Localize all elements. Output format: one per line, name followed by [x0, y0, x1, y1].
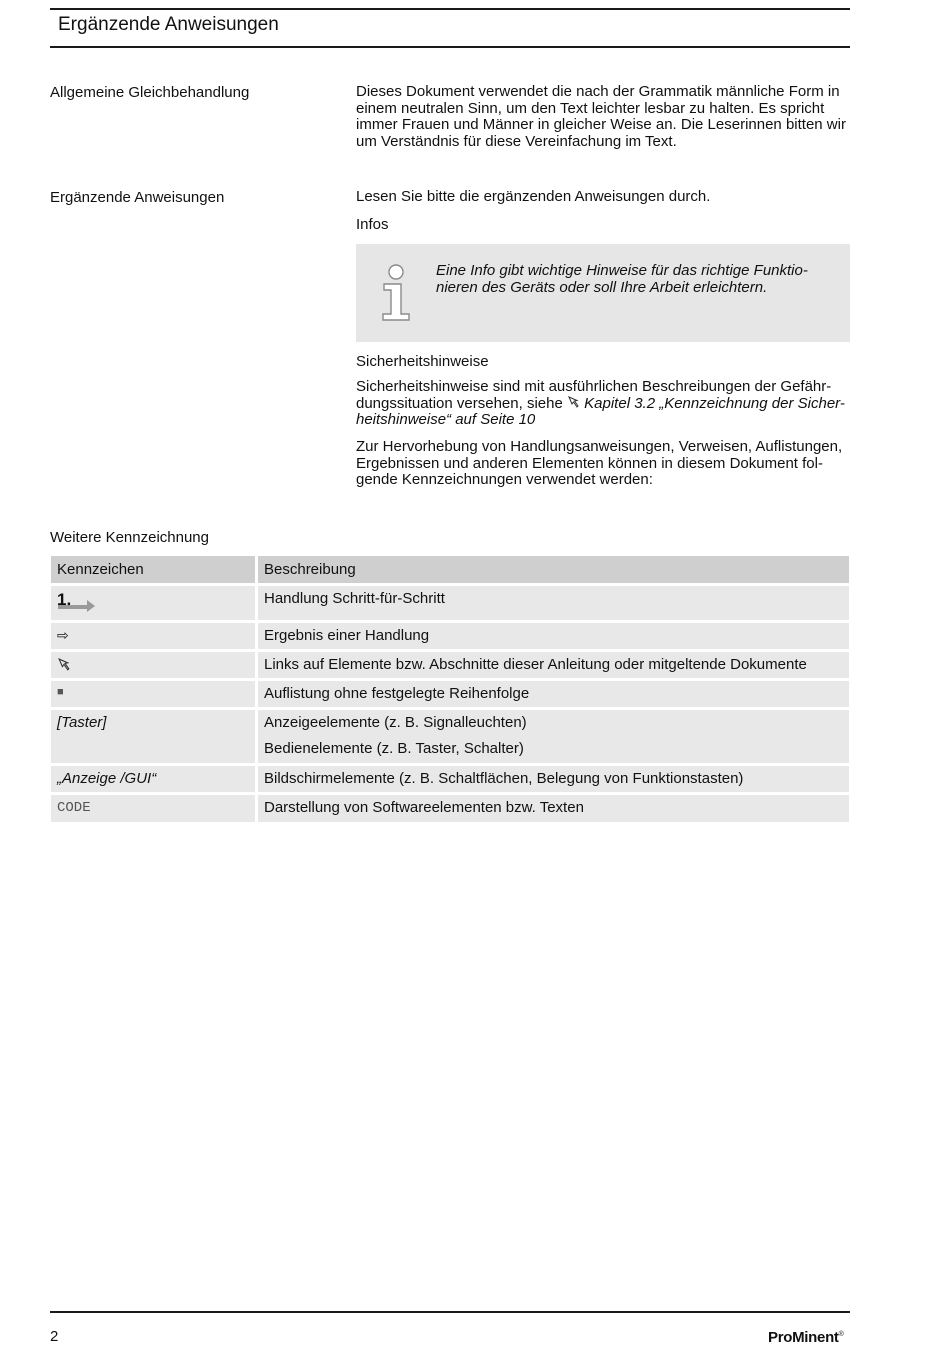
desc-cell	[258, 766, 849, 792]
page-title: Ergänzende Anweisungen	[58, 14, 279, 35]
chapter-link-continued[interactable]: heitshinweise“ auf Seite 10	[356, 411, 536, 428]
info-line: nieren des Geräts oder soll Ihre Arbeit erleichtern.	[436, 279, 768, 296]
registered-mark: ®	[838, 1331, 844, 1338]
mark-cell	[51, 766, 255, 792]
footer-rule	[50, 1311, 850, 1313]
safety-line-prefix: dungssituation versehen, siehe	[356, 394, 567, 412]
code-marker: CODE	[57, 800, 91, 816]
header-label: Kennzeichen	[57, 561, 144, 578]
table-header-row	[50, 556, 850, 583]
logo-text: ProMinent	[768, 1329, 839, 1346]
mark-cell	[51, 652, 255, 678]
header-cell	[258, 556, 849, 583]
mark-cell	[51, 623, 255, 649]
highlight-paragraph	[356, 439, 850, 489]
table-row	[50, 652, 850, 678]
safety-line: Sicherheitshinweise sind mit ausführlichen Beschreibungen der Gefähr-	[356, 378, 832, 395]
desc-cell	[258, 795, 849, 822]
link-pointer-icon	[567, 396, 580, 409]
equality-paragraph	[356, 84, 850, 150]
table-row	[50, 795, 850, 822]
mark-cell	[51, 795, 255, 822]
highlight-line: Zur Hervorhebung von Handlungsanweisungen, Verweisen, Auflistungen,	[356, 438, 843, 455]
row-description: Auflistung ohne festgelegte Reihenfolge	[264, 685, 530, 702]
info-box	[356, 244, 850, 342]
table-row	[50, 586, 850, 620]
desc-cell	[258, 652, 849, 678]
equality-line: einem neutralen Sinn, um den Text leichter lesbar zu halten. Es spricht	[356, 99, 825, 117]
infos-heading: Infos	[356, 216, 389, 233]
header-top-rule	[50, 8, 850, 10]
desc-cell	[258, 710, 849, 763]
step-arrow-icon	[57, 597, 97, 613]
square-bullet-icon: ■	[57, 686, 64, 698]
header-cell	[51, 556, 255, 583]
section-heading-equality: Allgemeine Gleichbehandlung	[50, 84, 250, 101]
step-number: 1.	[57, 590, 72, 609]
highlight-line: gende Kennzeichnungen verwendet werden:	[356, 471, 653, 488]
page-number: 2	[50, 1328, 59, 1345]
gui-marker: „Anzeige /GUI“	[57, 770, 157, 787]
info-icon	[376, 262, 416, 324]
key-marker: [Taster]	[57, 714, 107, 731]
mark-cell	[51, 710, 255, 763]
mark-cell	[51, 681, 255, 707]
result-arrow-icon: ⇨	[57, 627, 69, 643]
desc-cell	[258, 586, 849, 620]
highlight-line: Ergebnissen und anderen Elementen können in diesem Dokument fol-	[356, 454, 823, 472]
table-row	[50, 681, 850, 707]
instructions-intro: Lesen Sie bitte die ergänzenden Anweisungen durch.	[356, 188, 711, 205]
row-description: Darstellung von Softwareelementen bzw. Texten	[264, 799, 584, 816]
mark-cell	[51, 586, 255, 620]
equality-line: um Verständnis für diese Vereinfachung im Text.	[356, 132, 677, 150]
table-row	[50, 623, 850, 649]
row-description: Bedienelemente (z. B. Taster, Schalter)	[264, 740, 524, 757]
row-description: Handlung Schritt-für-Schritt	[264, 590, 445, 607]
table-row	[50, 766, 850, 792]
safety-heading: Sicherheitshinweise	[356, 353, 489, 370]
safety-paragraph	[356, 379, 850, 429]
row-description: Links auf Elemente bzw. Abschnitte dieser Anleitung oder mitgeltende Dokumente	[264, 656, 807, 673]
table-row	[50, 710, 850, 763]
section-heading-instructions: Ergänzende Anweisungen	[50, 189, 225, 206]
desc-cell	[258, 681, 849, 707]
chapter-link[interactable]: Kapitel 3.2 „Kennzeichnung der Sicher-	[584, 394, 845, 412]
brand-logo	[768, 1329, 844, 1346]
equality-line: immer Frauen und Männer in gleicher Weise an. Die Leserinnen bitten wir	[356, 116, 846, 133]
row-description: Ergebnis einer Handlung	[264, 627, 430, 644]
header-bottom-rule	[50, 46, 850, 48]
info-line: Eine Info gibt wichtige Hinweise für das richtige Funktio-	[436, 262, 808, 279]
safety-line	[356, 396, 850, 413]
row-description: Anzeigeelemente (z. B. Signalleuchten)	[264, 714, 527, 731]
desc-cell	[258, 623, 849, 649]
link-pointer-icon	[57, 658, 71, 672]
header-label: Beschreibung	[264, 561, 356, 578]
info-text	[436, 262, 826, 296]
row-description: Bildschirmelemente (z. B. Schaltflächen, Belegung von Funktionstasten)	[264, 770, 744, 787]
equality-line: Dieses Dokument verwendet die nach der Grammatik männliche Form in	[356, 83, 840, 100]
section-heading-marking: Weitere Kennzeichnung	[50, 529, 209, 546]
